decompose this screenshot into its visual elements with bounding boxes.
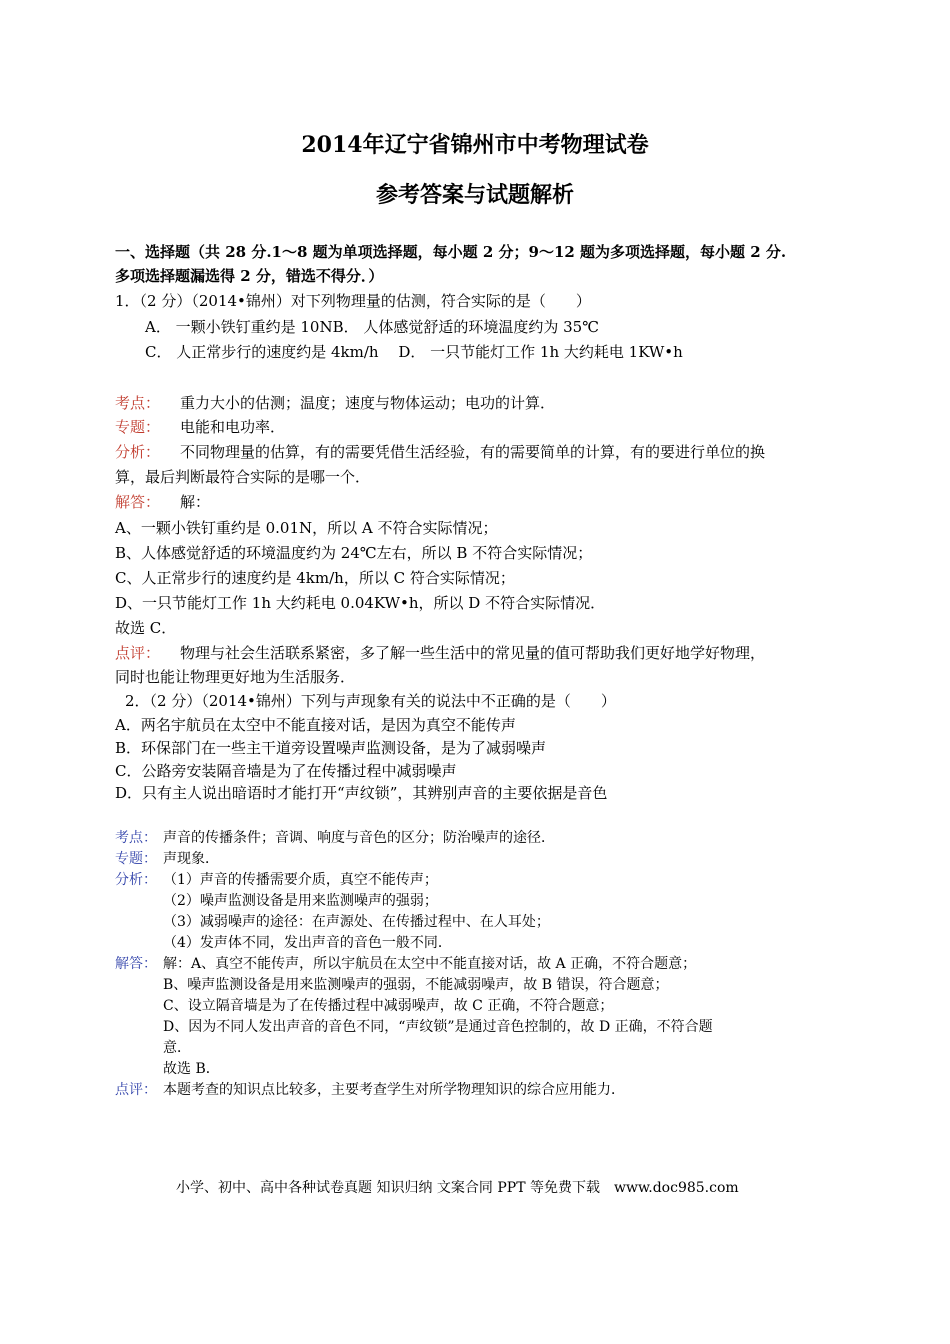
q1-kaodian: 重力大小的估测；温度；速度与物体运动；电功的计算． [180,394,556,412]
q2-jieda-line3: C、设立隔音墙是为了在传播过程中减弱噪声，故 C 正确，不符合题意； [163,998,614,1014]
q1-dianping-line1: 物理与社会生活联系紧密，多了解一些生活中的常见量的值可帮助我们更好地学好物理， [180,644,766,662]
q1-options-cd: C． 人正常步行的速度约是 4km/h D． 一只节能灯工作 1h 大约耗电 1KW•h [145,343,683,361]
q1-answer-b: B、人体感觉舒适的环境温度约为 24℃左右，所以 B 不符合实际情况； [115,544,593,562]
q1-fenxi-label: 分析： [115,443,161,461]
q2-conclusion: 故选 B． [163,1061,220,1077]
q2-zhuanti-label: 专题： [115,851,157,867]
page-title: 2014年辽宁省锦州市中考物理试卷 [301,132,649,158]
footer-text: 小学、初中、高中各种试卷真题 知识归纳 文案合同 PPT 等免费下载 www.doc985.com [176,1180,739,1196]
q1-answer-c: C、人正常步行的速度约是 4km/h，所以 C 符合实际情况； [115,569,515,587]
q2-jieda-line2: B、噪声监测设备是用来监测噪声的强弱，不能减弱噪声，故 B 错误，符合题意； [163,977,669,993]
q2-fenxi-line1: （1）声音的传播需要介质，真空不能传声； [163,872,438,888]
q1-kaodian-label: 考点： [115,394,161,412]
q1-jieda-head: 解： [180,493,211,511]
q1-dianping-line2: 同时也能让物理更好地为生活服务． [115,668,356,686]
q2-option-c: C．公路旁安装隔音墙是为了在传播过程中减弱噪声 [115,762,457,780]
q2-zhuanti: 声现象． [163,851,219,867]
q2-fenxi-label: 分析： [115,872,157,888]
q2-option-a: A．两名宇航员在太空中不能直接对话，是因为真空不能传声 [115,716,516,734]
q2-option-d: D．只有主人说出暗语时才能打开“声纹锁”，其辨别声音的主要依据是音色 [115,784,608,802]
q1-answer-a: A、一颗小铁钉重约是 0.01N，所以 A 不符合实际情况； [115,519,498,537]
q2-option-b: B．环保部门在一些主干道旁设置噪声监测设备，是为了减弱噪声 [115,739,547,757]
page-subtitle: 参考答案与试题解析 [375,182,574,208]
q1-conclusion: 故选 C． [115,619,177,637]
q1-zhuanti-label: 专题： [115,418,161,436]
q2-kaodian-label: 考点： [115,830,157,846]
q2-jieda-line4: D、因为不同人发出声音的音色不同，“声纹锁”是通过音色控制的，故 D 正确，不符合题 [163,1019,713,1035]
q1-stem: 1．（2 分）（2014•锦州）对下列物理量的估测，符合实际的是（ ） [115,292,591,310]
q1-dianping-label: 点评： [115,644,161,662]
q2-fenxi-line4: （4）发声体不同，发出声音的音色一般不同． [163,935,452,951]
q1-fenxi-line1: 不同物理量的估算，有的需要凭借生活经验，有的需要简单的计算，有的要进行单位的换 [180,443,766,461]
q1-answer-d: D、一只节能灯工作 1h 大约耗电 0.04KW•h，所以 D 不符合实际情况． [115,594,606,612]
q2-stem: 2．（2 分）（2014•锦州）下列与声现象有关的说法中不正确的是（ ） [125,692,616,710]
q2-jieda-line5: 意． [163,1040,191,1056]
q2-fenxi-line3: （3）减弱噪声的途径：在声源处、在传播过程中、在人耳处； [163,914,550,930]
q2-fenxi-line2: （2）噪声监测设备是用来监测噪声的强弱； [163,893,438,909]
section-heading-line1: 一、选择题（共 28 分.1～8 题为单项选择题，每小题 2 分；9～12 题为多项选择题，每小题 2 分. [115,243,787,261]
q1-jieda-label: 解答： [115,493,161,511]
q2-dianping-label: 点评： [115,1082,157,1098]
section-heading-line2: 多项选择题漏选得 2 分，错选不得分．） [115,267,384,285]
q2-jieda-label: 解答： [115,956,157,972]
q1-options-ab: A． 一颗小铁钉重约是 10NB． 人体感觉舒适的环境温度约为 35℃ [145,318,600,336]
q2-dianping: 本题考查的知识点比较多，主要考查学生对所学物理知识的综合应用能力． [163,1082,625,1098]
q1-fenxi-line2: 算，最后判断最符合实际的是哪一个． [115,468,371,486]
q2-kaodian: 声音的传播条件；音调、响度与音色的区分；防治噪声的途径． [163,830,555,846]
q1-zhuanti: 电能和电功率． [180,418,286,436]
q2-jieda-line1: 解：A、真空不能传声，所以宇航员在太空中不能直接对话，故 A 正确，不符合题意； [163,956,697,972]
